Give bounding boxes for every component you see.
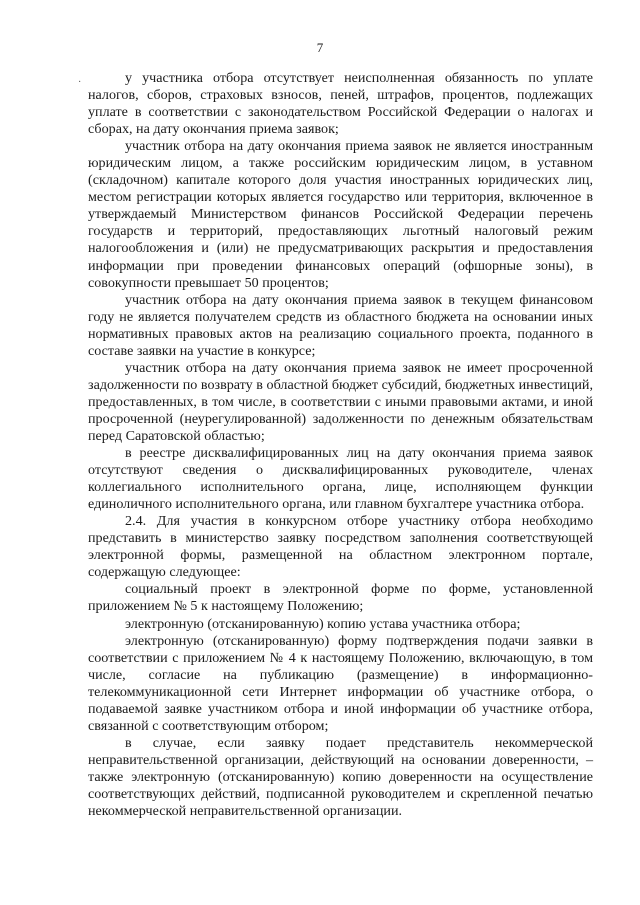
paragraph-overdue-debt: участник отбора на дату окончания приема заявок не имеет просроченной задолженности по возврату в областной бюджет субсидий, бюджетных инвестиций, предоставленных, в том числе, в соответствии с иными правовыми актами, и иной просроченной (неурегулированной) задолженности по денежным обязательствам перед Саратовской областью; <box>88 359 593 444</box>
paragraph-foreign-entity: участник отбора на дату окончания приема заявок не является иностранным юридическим лицом, а также российским юридическим лицом, в уставном (складочном) капитале которого доля участия иностранных юридических лиц, местом регистрации которых является государство или территория, включенное в утверждаемый Министерством финансов Российской Федерации перечень государств и территорий, предоставляющих льготный налоговый режим налогообложения и (или) не предусматривающих раскрытия и предоставления информации при проведении финансовых операций (офшорные зоны), в совокупности превышает 50 процентов; <box>88 138 593 291</box>
paragraph-social-project: социальный проект в электронной форме по форме, установленной приложением № 5 к настоящему Положению; <box>88 581 593 615</box>
paragraph-budget-recipient: участник отбора на дату окончания приема заявок в текущем финансовом году не является получателем средств из областного бюджета на основании иных нормативных правовых актов на реализацию социального проекта, поданного в составе заявки на участие в конкурсе; <box>88 291 593 359</box>
paragraph-confirmation-form: электронную (отсканированную) форму подтверждения подачи заявки в соответствии с приложением № 4 к настоящему Положению, включающую, в том числе, согласие на публикацию (размещение) в информационно-телекоммуникационной сети Интернет информации об участнике отбора, о подаваемой заявке участником отбора и иной информации об участнике отбора, связанной с соответствующим отбором; <box>88 632 593 734</box>
document-body <box>88 70 593 820</box>
paragraph-disqualified-registry: в реестре дисквалифицированных лиц на дату окончания приема заявок отсутствуют сведения о дисквалифицированных руководителе, членах коллегиального исполнительного органа, лице, исполняющем функции единоличного исполнительного органа, или главном бухгалтере участника отбора. <box>88 445 593 513</box>
paragraph-section-2-4: 2.4. Для участия в конкурсном отборе участнику отбора необходимо представить в министерство заявку посредством заполнения соответствующей электронной формы, размещенной на областном электронном портале, содержащую следующее: <box>88 513 593 581</box>
paragraph-charter-copy: электронную (отсканированную) копию устава участника отбора; <box>125 615 521 632</box>
paragraph-power-of-attorney: в случае, если заявку подает представитель некоммерческой неправительственной организации, действующий на основании доверенности, – также электронную (отсканированную) копию доверенности на осуществление соответствующих действий, подписанной руководителем и скрепленной печатью некоммерческой неправительственной организации. <box>88 734 593 820</box>
page-number: 7 <box>316 40 324 55</box>
paragraph-tax-obligation: у участника отбора отсутствует неисполненная обязанность по уплате налогов, сборов, страховых взносов, пеней, штрафов, процентов, подлежащих уплате в соответствии с законодательством Российской Федерации о налогах и сборах, на дату окончания приема заявок; <box>88 70 593 138</box>
margin-mark: · <box>78 77 82 88</box>
